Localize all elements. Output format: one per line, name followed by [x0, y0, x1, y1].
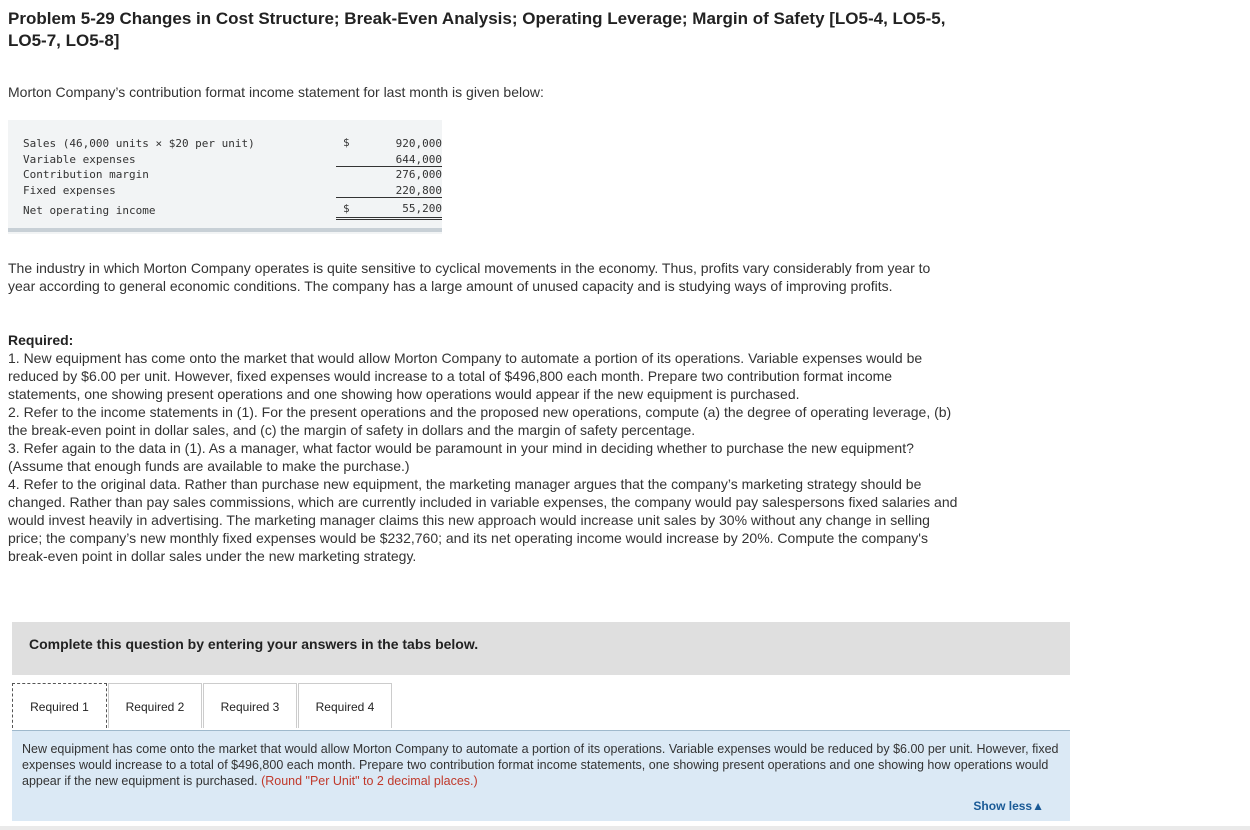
rounding-hint: (Round "Per Unit" to 2 decimal places.)	[261, 774, 478, 788]
instruction-banner	[12, 622, 1070, 675]
row-value-contribution-margin: 276,000	[395, 168, 442, 181]
required-section	[8, 331, 958, 565]
row-value-fixed-expenses: 220,800	[395, 183, 442, 197]
show-less-link[interactable]: Show less▲	[973, 799, 1044, 813]
statement-values	[376, 136, 442, 198]
tab-required-3[interactable]: Required 3	[203, 683, 297, 728]
required-heading: Required:	[8, 332, 74, 348]
tab-required-1[interactable]: Required 1	[12, 683, 107, 728]
tab-panel	[12, 731, 1070, 821]
subtotal-rule	[336, 197, 442, 198]
row-value-net-operating-income: 55,200	[402, 202, 442, 215]
industry-paragraph: The industry in which Morton Company operates is quite sensitive to cyclical movements in the economy. Thus, profits vary considerably from year to year according to general economic conditions. The company has a large amount of unused capacity and is studying ways of improving profits.	[8, 260, 931, 294]
problem-title: Problem 5-29 Changes in Cost Structure; Break-Even Analysis; Operating Leverage; Margin of Safety [LO5-4, LO5-5, LO5-7, LO5-8]	[8, 9, 946, 50]
row-value-sales: 920,000	[395, 137, 442, 150]
total-double-rule	[336, 217, 442, 220]
income-statement	[8, 120, 442, 234]
intro-text: Morton Company’s contribution format income statement for last month is given below:	[8, 84, 544, 100]
statement-labels	[23, 136, 255, 219]
row-value-variable-expenses: 644,000	[395, 152, 442, 166]
panel-text	[22, 741, 1067, 789]
row-label-sales: Sales (46,000 units × $20 per unit)	[23, 137, 255, 150]
required-item-1: 1. New equipment has come onto the market that would allow Morton Company to automate a portion of its operations. Variable expenses would be reduced by $6.00 per unit. However, fixed expenses would increase to a total of $496,800 each month. Prepare two contribution format income statements, one showing present operations and one showing how operations would appear if the new equipment is purchased.	[8, 350, 923, 402]
required-item-2: 2. Refer to the income statements in (1). For the present operations and the proposed new operations, compute (a) the degree of operating leverage, (b) the break-even point in dollar sales, and (c) the margin of safety in dollars and the margin of safety percentage.	[8, 404, 952, 438]
dollar-sign: $	[343, 136, 350, 149]
row-label-variable-expenses: Variable expenses	[23, 152, 136, 166]
tab-required-2[interactable]: Required 2	[108, 683, 202, 728]
statement-bottom-bar	[8, 228, 442, 232]
page-bottom-strip	[0, 826, 1250, 830]
subtotal-rule	[336, 166, 442, 167]
row-label-contribution-margin: Contribution margin	[23, 168, 149, 181]
required-item-3: 3. Refer again to the data in (1). As a manager, what factor would be paramount in your mind in deciding whether to purchase the new equipment? (Assume that enough funds are available to make the purchase.)	[8, 440, 914, 474]
banner-text: Complete this question by entering your answers in the tabs below.	[29, 636, 479, 652]
tab-required-4[interactable]: Required 4	[298, 683, 392, 728]
row-label-net-operating-income: Net operating income	[23, 204, 156, 217]
row-label-fixed-expenses: Fixed expenses	[23, 183, 116, 197]
panel-instructions: New equipment has come onto the market that would allow Morton Company to automate a portion of its operations. Variable expenses would be reduced by $6.00 per unit. However, fixed expenses would increase to a total of $496,800 each month. Prepare two contribution format income statements, one showing present operations and one showing how operations would appear if the new equipment is purchased.	[22, 742, 1059, 788]
dollar-sign: $	[343, 202, 350, 215]
required-item-4: 4. Refer to the original data. Rather than purchase new equipment, the marketing manager argues that the company’s marketing strategy should be changed. Rather than pay sales commissions, which are currently included in variable expenses, the company would pay salespersons fixed salaries and would invest heavily in advertising. The marketing manager claims this new approach would increase unit sales by 30% without any change in selling price; the company’s new monthly fixed expenses would be $232,760; and its net operating income would increase by 20%. Compute the company's break-even point in dollar sales under the new marketing strategy.	[8, 476, 958, 564]
